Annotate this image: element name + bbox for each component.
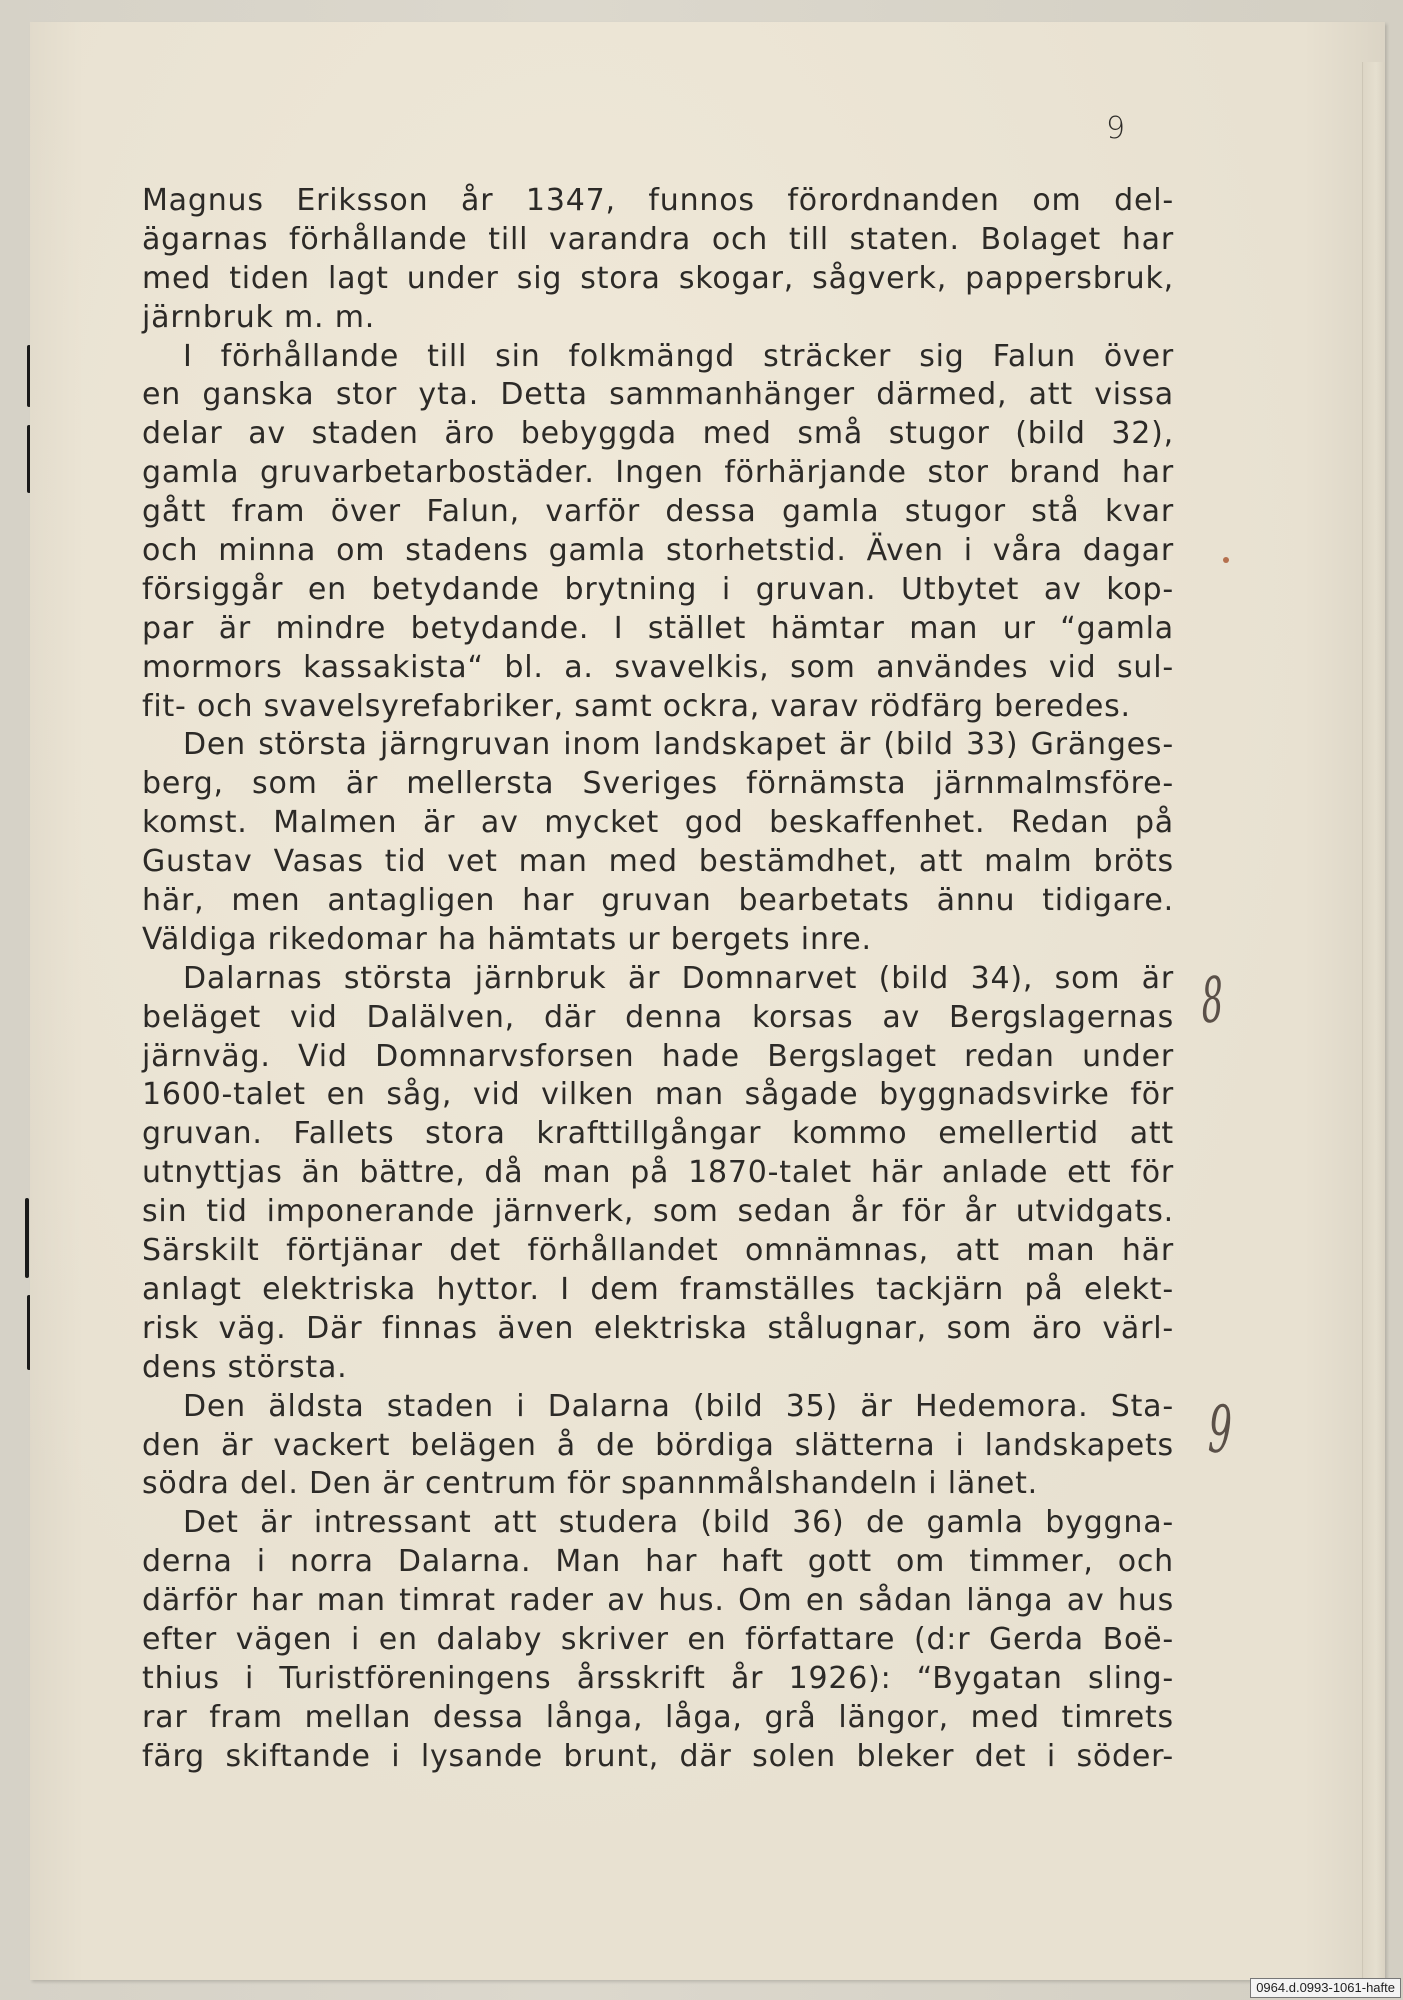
text-line: och minna om stadens gamla storhetstid. Även i våra dagar	[142, 533, 1174, 569]
text-line: sin tid imponerande järnverk, som sedan år för år utvidgats.	[142, 1194, 1174, 1230]
text-line: järnväg. Vid Domnarvsforsen hade Bergslaget redan under	[142, 1038, 1174, 1074]
page-number: 9	[1106, 111, 1126, 146]
text-line: ägarnas förhållande till varandra och till staten. Bolaget har	[142, 221, 1174, 257]
text-line: rar fram mellan dessa långa, låga, grå längor, med timrets	[142, 1699, 1174, 1735]
text-line: Väldiga rikedomar ha hämtats ur bergets inre.	[142, 921, 872, 957]
text-line: södra del. Den är centrum för spannmålshandeln i länet.	[142, 1466, 1038, 1502]
text-line: Den största järngruvan inom landskapet är (bild 33) Gränges-	[183, 727, 1174, 763]
text-line: gamla gruvarbetarbostäder. Ingen förhärjande stor brand har	[142, 455, 1174, 491]
text-line: utnyttjas än bättre, då man på 1870-talet här anlade ett för	[142, 1155, 1174, 1191]
text-line: Den äldsta staden i Dalarna (bild 35) är Hedemora. Sta-	[183, 1388, 1174, 1424]
text-line: här, men antagligen har gruvan bearbetats ännu tidigare.	[142, 883, 1174, 919]
text-line: fit- och svavelsyrefabriker, samt ockra, varav rödfärg beredes.	[142, 688, 1131, 724]
text-line: mormors kassakista“ bl. a. svavelkis, som användes vid sul-	[142, 649, 1174, 685]
text-line: en ganska stor yta. Detta sammanhänger därmed, att vissa	[142, 377, 1174, 413]
text-line: anlagt elektriska hyttor. I dem framställes tackjärn på elekt-	[142, 1271, 1174, 1307]
text-line: komst. Malmen är av mycket god beskaffenhet. Redan på	[142, 805, 1174, 841]
text-line: beläget vid Dalälven, där denna korsas av Bergslagernas	[142, 999, 1174, 1035]
text-line: därför har man timrat rader av hus. Om en sådan länga av hus	[142, 1583, 1174, 1619]
text-line: färg skiftande i lysande brunt, där solen bleker det i söder-	[142, 1738, 1174, 1774]
text-line: Det är intressant att studera (bild 36) de gamla byggna-	[183, 1505, 1174, 1541]
text-line: par är mindre betydande. I stället hämtar man ur “gamla	[142, 610, 1174, 646]
handwritten-note: 8	[1200, 962, 1225, 1038]
binding-mark	[25, 1198, 29, 1278]
page-edge	[1362, 62, 1385, 1992]
text-line: risk väg. Där finnas även elektriska stålugnar, som äro värl-	[142, 1310, 1174, 1346]
text-line: Gustav Vasas tid vet man med bestämdhet, att malm bröts	[142, 844, 1174, 880]
text-line: I förhållande till sin folkmängd sträcker sig Falun över	[183, 338, 1174, 374]
text-line: den är vackert belägen å de bördiga slätterna i landskapets	[142, 1427, 1174, 1463]
text-line: delar av staden äro bebyggda med små stugor (bild 32),	[142, 416, 1174, 452]
text-line: efter vägen i en dalaby skriver en författare (d:r Gerda Boë-	[142, 1621, 1174, 1657]
text-line: gått fram över Falun, varför dessa gamla stugor stå kvar	[142, 494, 1174, 530]
text-line: Magnus Eriksson år 1347, funnos förordnanden om del-	[142, 183, 1174, 218]
text-line: försiggår en betydande brytning i gruvan. Utbytet av kop-	[142, 571, 1174, 607]
text-line: 1600-talet en såg, vid vilken man sågade byggnadsvirke för	[142, 1077, 1174, 1113]
text-line: gruvan. Fallets stora krafttillgångar kommo emellertid att	[142, 1116, 1174, 1152]
text-line: Särskilt förtjänar det förhållandet omnämnas, att man här	[142, 1233, 1174, 1269]
text-line: dens största.	[142, 1349, 348, 1385]
paper-fleck	[1223, 557, 1229, 563]
text-line: järnbruk m. m.	[142, 299, 376, 335]
handwritten-note: 9	[1207, 1390, 1234, 1470]
text-line: derna i norra Dalarna. Man har haft gott om timmer, och	[142, 1544, 1174, 1580]
text-line: med tiden lagt under sig stora skogar, sågverk, pappersbruk,	[142, 260, 1174, 296]
body-text	[142, 182, 1174, 1777]
text-line: thius i Turistföreningens årsskrift år 1926): “Bygatan sling-	[142, 1660, 1174, 1696]
text-line: Dalarnas största järnbruk är Domnarvet (bild 34), som är	[183, 960, 1174, 996]
text-line: berg, som är mellersta Sveriges förnämsta järnmalmsföre-	[142, 766, 1174, 802]
archive-stamp-label: 0964.d.0993-1061-hafte	[1250, 1978, 1401, 1998]
